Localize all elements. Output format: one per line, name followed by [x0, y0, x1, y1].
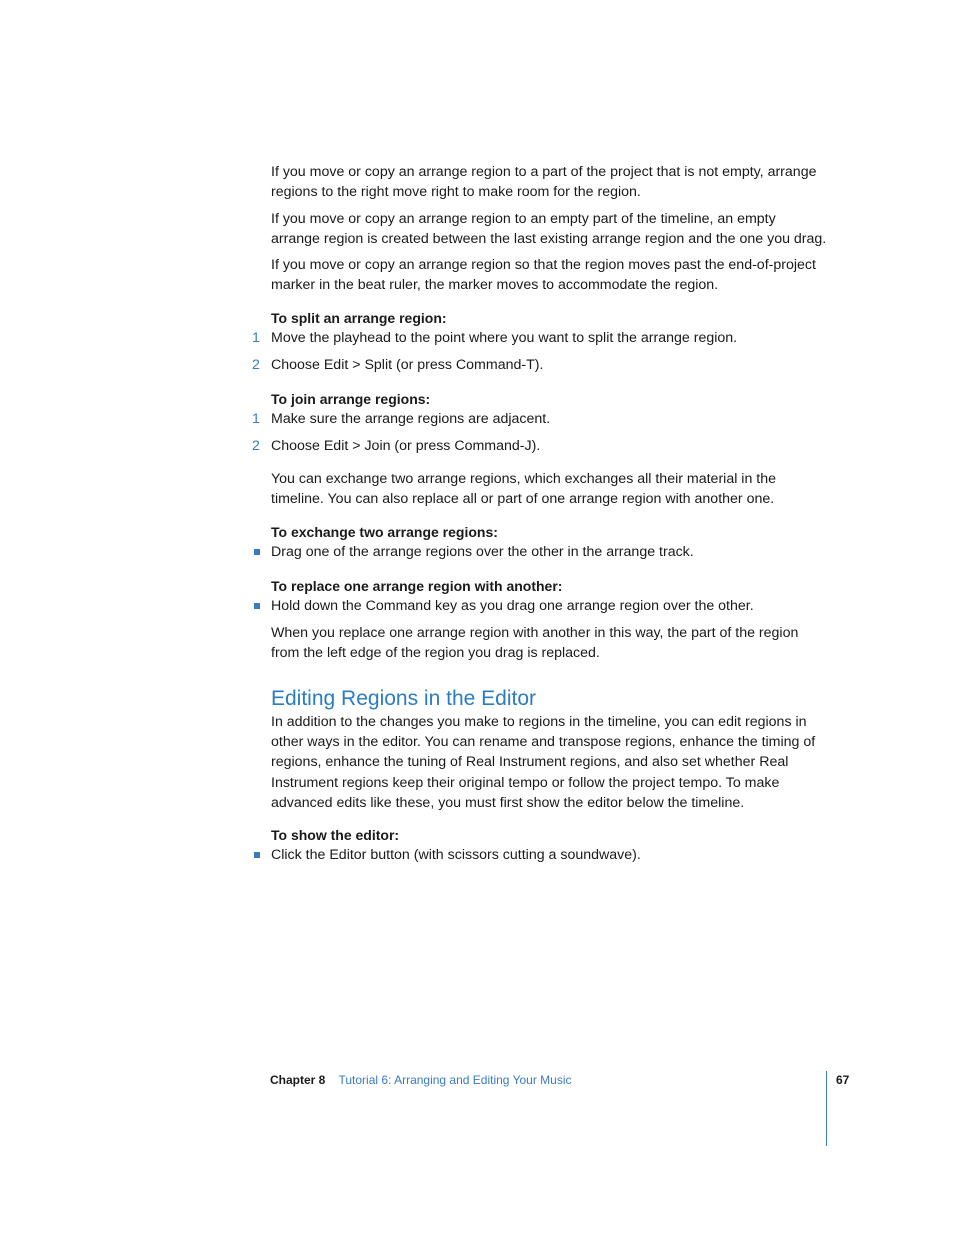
- footer-divider: [826, 1071, 827, 1146]
- list-item: [271, 542, 827, 562]
- list-item: [252, 328, 827, 348]
- paragraph: If you move or copy an arrange region so that the region moves past the end-of-project marker in the beat ruler, the marker moves to accommodate the region.: [271, 257, 816, 294]
- step-number: 2: [252, 438, 260, 455]
- square-bullet-icon: [254, 549, 260, 555]
- square-bullet-icon: [254, 852, 260, 858]
- page-number: 67: [836, 1073, 850, 1087]
- step-text: Make sure the arrange regions are adjacent.: [271, 411, 551, 428]
- task-heading-join: To join arrange regions:: [271, 391, 431, 408]
- list-item: [271, 845, 827, 865]
- task-heading-exchange: To exchange two arrange regions:: [271, 523, 498, 540]
- page-footer: [270, 1071, 572, 1089]
- task-heading-replace: To replace one arrange region with another:: [271, 578, 563, 595]
- footer-chapter: Chapter 8: [270, 1073, 326, 1087]
- bullet-text: Click the Editor button (with scissors cutting a soundwave).: [271, 847, 641, 864]
- paragraph: If you move or copy an arrange region to a part of the project that is not empty, arrange regions to the right move right to make room for the region.: [271, 164, 817, 201]
- paragraph: In addition to the changes you make to regions in the timeline, you can edit regions in other ways in the editor. You can rename and transpose regions, enhance the timing of regions, enhance the tuning of Real Instrument regions, and also set whether Real Instrument regions keep their original tempo or follow the project tempo. To make advanced edits like these, you must first show the editor below the timeline.: [271, 713, 816, 811]
- step-number: 1: [252, 329, 260, 346]
- paragraph: When you replace one arrange region with another in this way, the part of the region from the left edge of the region you drag is replaced.: [271, 625, 799, 662]
- task-heading-split: To split an arrange region:: [271, 309, 447, 326]
- step-number: 1: [252, 411, 260, 428]
- step-number: 2: [252, 356, 260, 373]
- section-title: Editing Regions in the Editor: [271, 686, 536, 710]
- list-item: [252, 355, 827, 375]
- list-item: [252, 436, 827, 456]
- step-text: Choose Edit > Split (or press Command-T).: [271, 356, 544, 373]
- page-content: [252, 162, 827, 872]
- bullet-text: Hold down the Command key as you drag one arrange region over the other.: [271, 598, 754, 615]
- list-item: [252, 409, 827, 429]
- task-heading-show-editor: To show the editor:: [271, 827, 400, 844]
- bullet-text: Drag one of the arrange regions over the other in the arrange track.: [271, 543, 694, 560]
- square-bullet-icon: [254, 603, 260, 609]
- step-text: Move the playhead to the point where you want to split the arrange region.: [271, 329, 738, 346]
- list-item: [271, 596, 827, 616]
- paragraph: If you move or copy an arrange region to an empty part of the timeline, an empty arrange region is created between the last existing arrange region and the one you drag.: [271, 210, 827, 247]
- paragraph: You can exchange two arrange regions, which exchanges all their material in the timeline. You can also replace all or part of one arrange region with another one.: [271, 470, 777, 508]
- step-text: Choose Edit > Join (or press Command-J).: [271, 438, 541, 455]
- footer-chapter-title: Tutorial 6: Arranging and Editing Your Music: [338, 1073, 572, 1087]
